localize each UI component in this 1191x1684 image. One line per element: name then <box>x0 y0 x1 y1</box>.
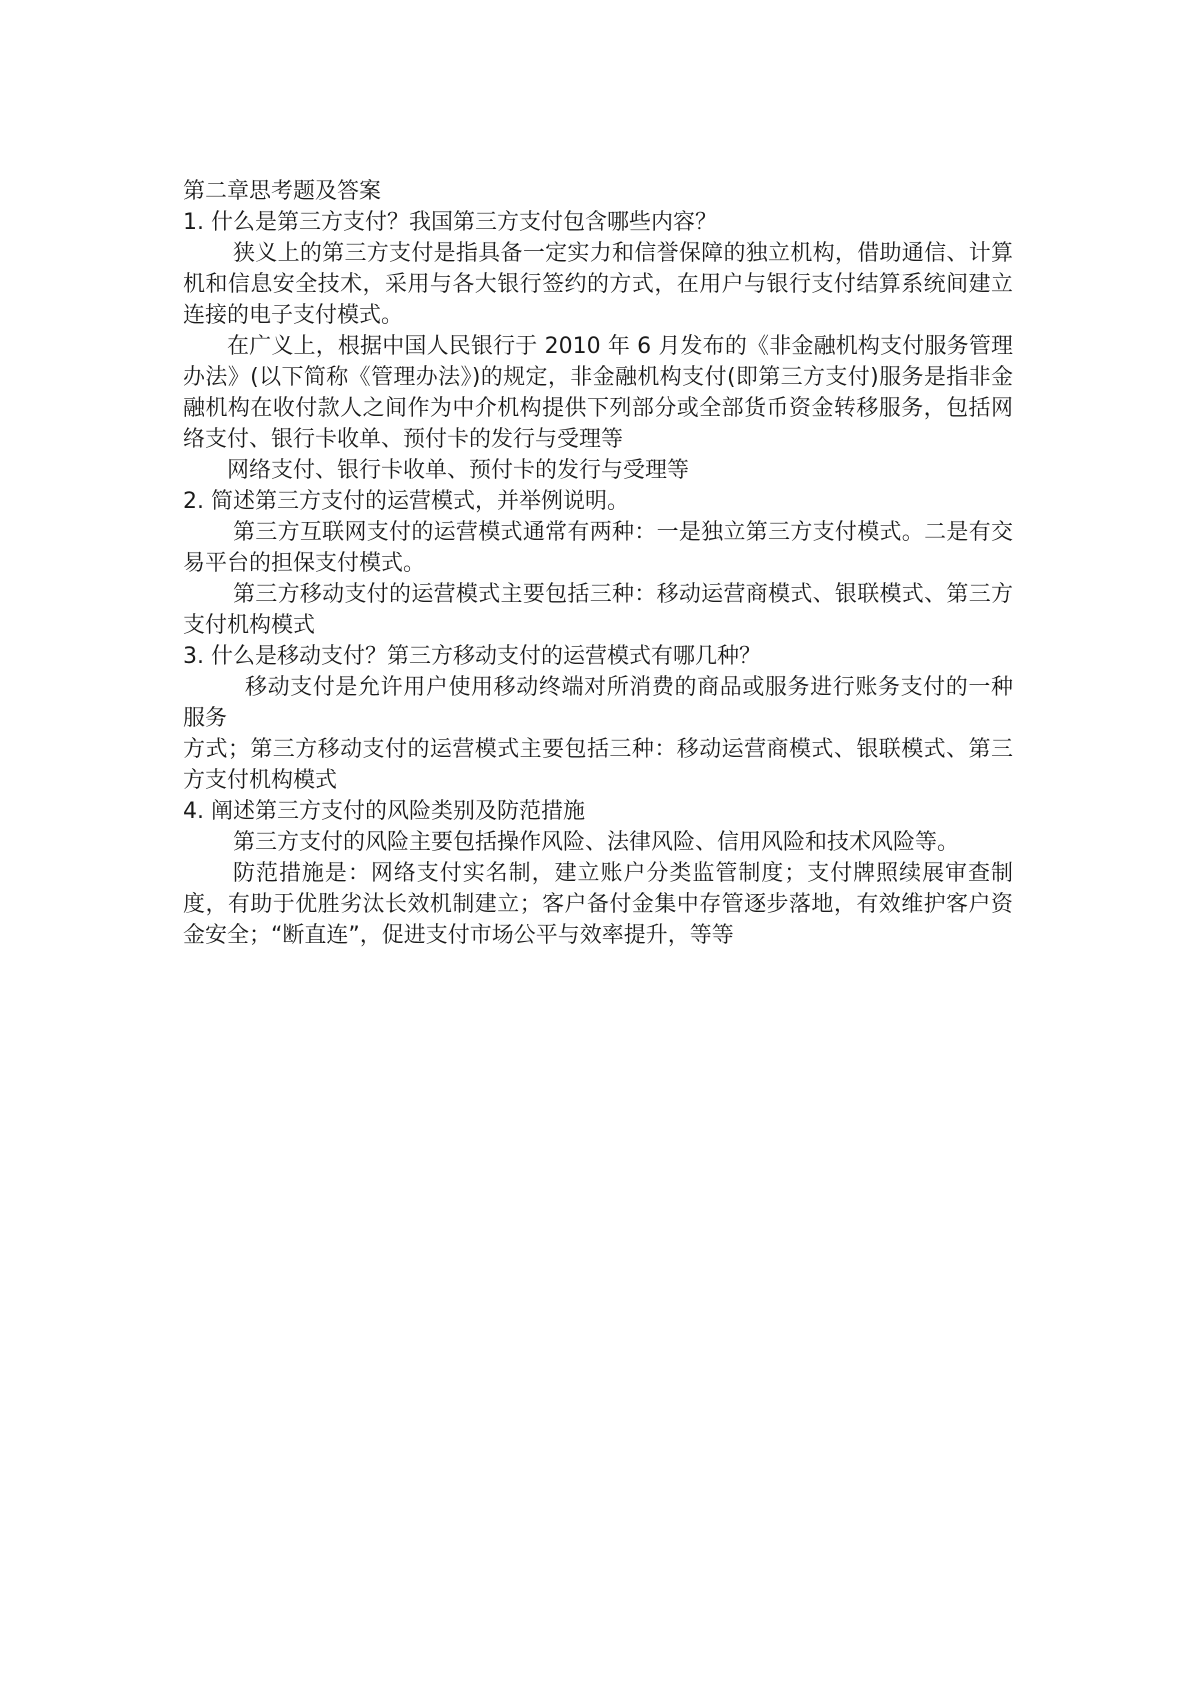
answer-3-models: 方式；第三方移动支付的运营模式主要包括三种：移动运营商模式、银联模式、第三方支付机构模式 <box>183 737 1013 793</box>
question-3: 3. 什么是移动支付？第三方移动支付的运营模式有哪几种？ <box>183 644 761 669</box>
answer-4-risk-types: 第三方支付的风险主要包括操作风险、法律风险、信用风险和技术风险等。 <box>233 830 960 855</box>
document-title: 第二章思考题及答案 <box>183 179 382 204</box>
answer-2-internet-models: 第三方互联网支付的运营模式通常有两种：一是独立第三方支付模式。二是有交易平台的担保支付模式。 <box>183 520 1013 576</box>
document-body <box>183 176 1013 951</box>
answer-1-broad-definition: 在广义上，根据中国人民银行于 2010 年 6 月发布的《非金融机构支付服务管理办法》(以下简称《管理办法》)的规定，非金融机构支付(即第三方支付)服务是指非金融机构在收付款人之间作为中介机构提供下列部分或全部货币资金转移服务，包括网络支付、银行卡收单、预付卡的发行与受理等 <box>183 334 1013 452</box>
answer-2-mobile-models: 第三方移动支付的运营模式主要包括三种：移动运营商模式、银联模式、第三方支付机构模式 <box>183 582 1013 638</box>
answer-1-narrow-definition: 狭义上的第三方支付是指具备一定实力和信誉保障的独立机构，借助通信、计算机和信息安全技术，采用与各大银行签约的方式，在用户与银行支付结算系统间建立连接的电子支付模式。 <box>183 241 1013 328</box>
question-4: 4. 阐述第三方支付的风险类别及防范措施 <box>183 799 585 824</box>
answer-4-prevention-measures: 防范措施是：网络支付实名制，建立账户分类监管制度；支付牌照续展审查制度，有助于优胜劣汰长效机制建立；客户备付金集中存管逐步落地，有效维护客户资金安全；“断直连”，促进支付市场公平与效率提升，等等 <box>183 861 1013 948</box>
answer-1-summary: 网络支付、银行卡收单、预付卡的发行与受理等 <box>227 458 690 483</box>
question-1: 1. 什么是第三方支付？我国第三方支付包含哪些内容？ <box>183 210 717 235</box>
question-2: 2. 简述第三方支付的运营模式，并举例说明。 <box>183 489 629 514</box>
answer-3-definition: 移动支付是允许用户使用移动终端对所消费的商品或服务进行账务支付的一种服务 <box>183 675 1013 731</box>
